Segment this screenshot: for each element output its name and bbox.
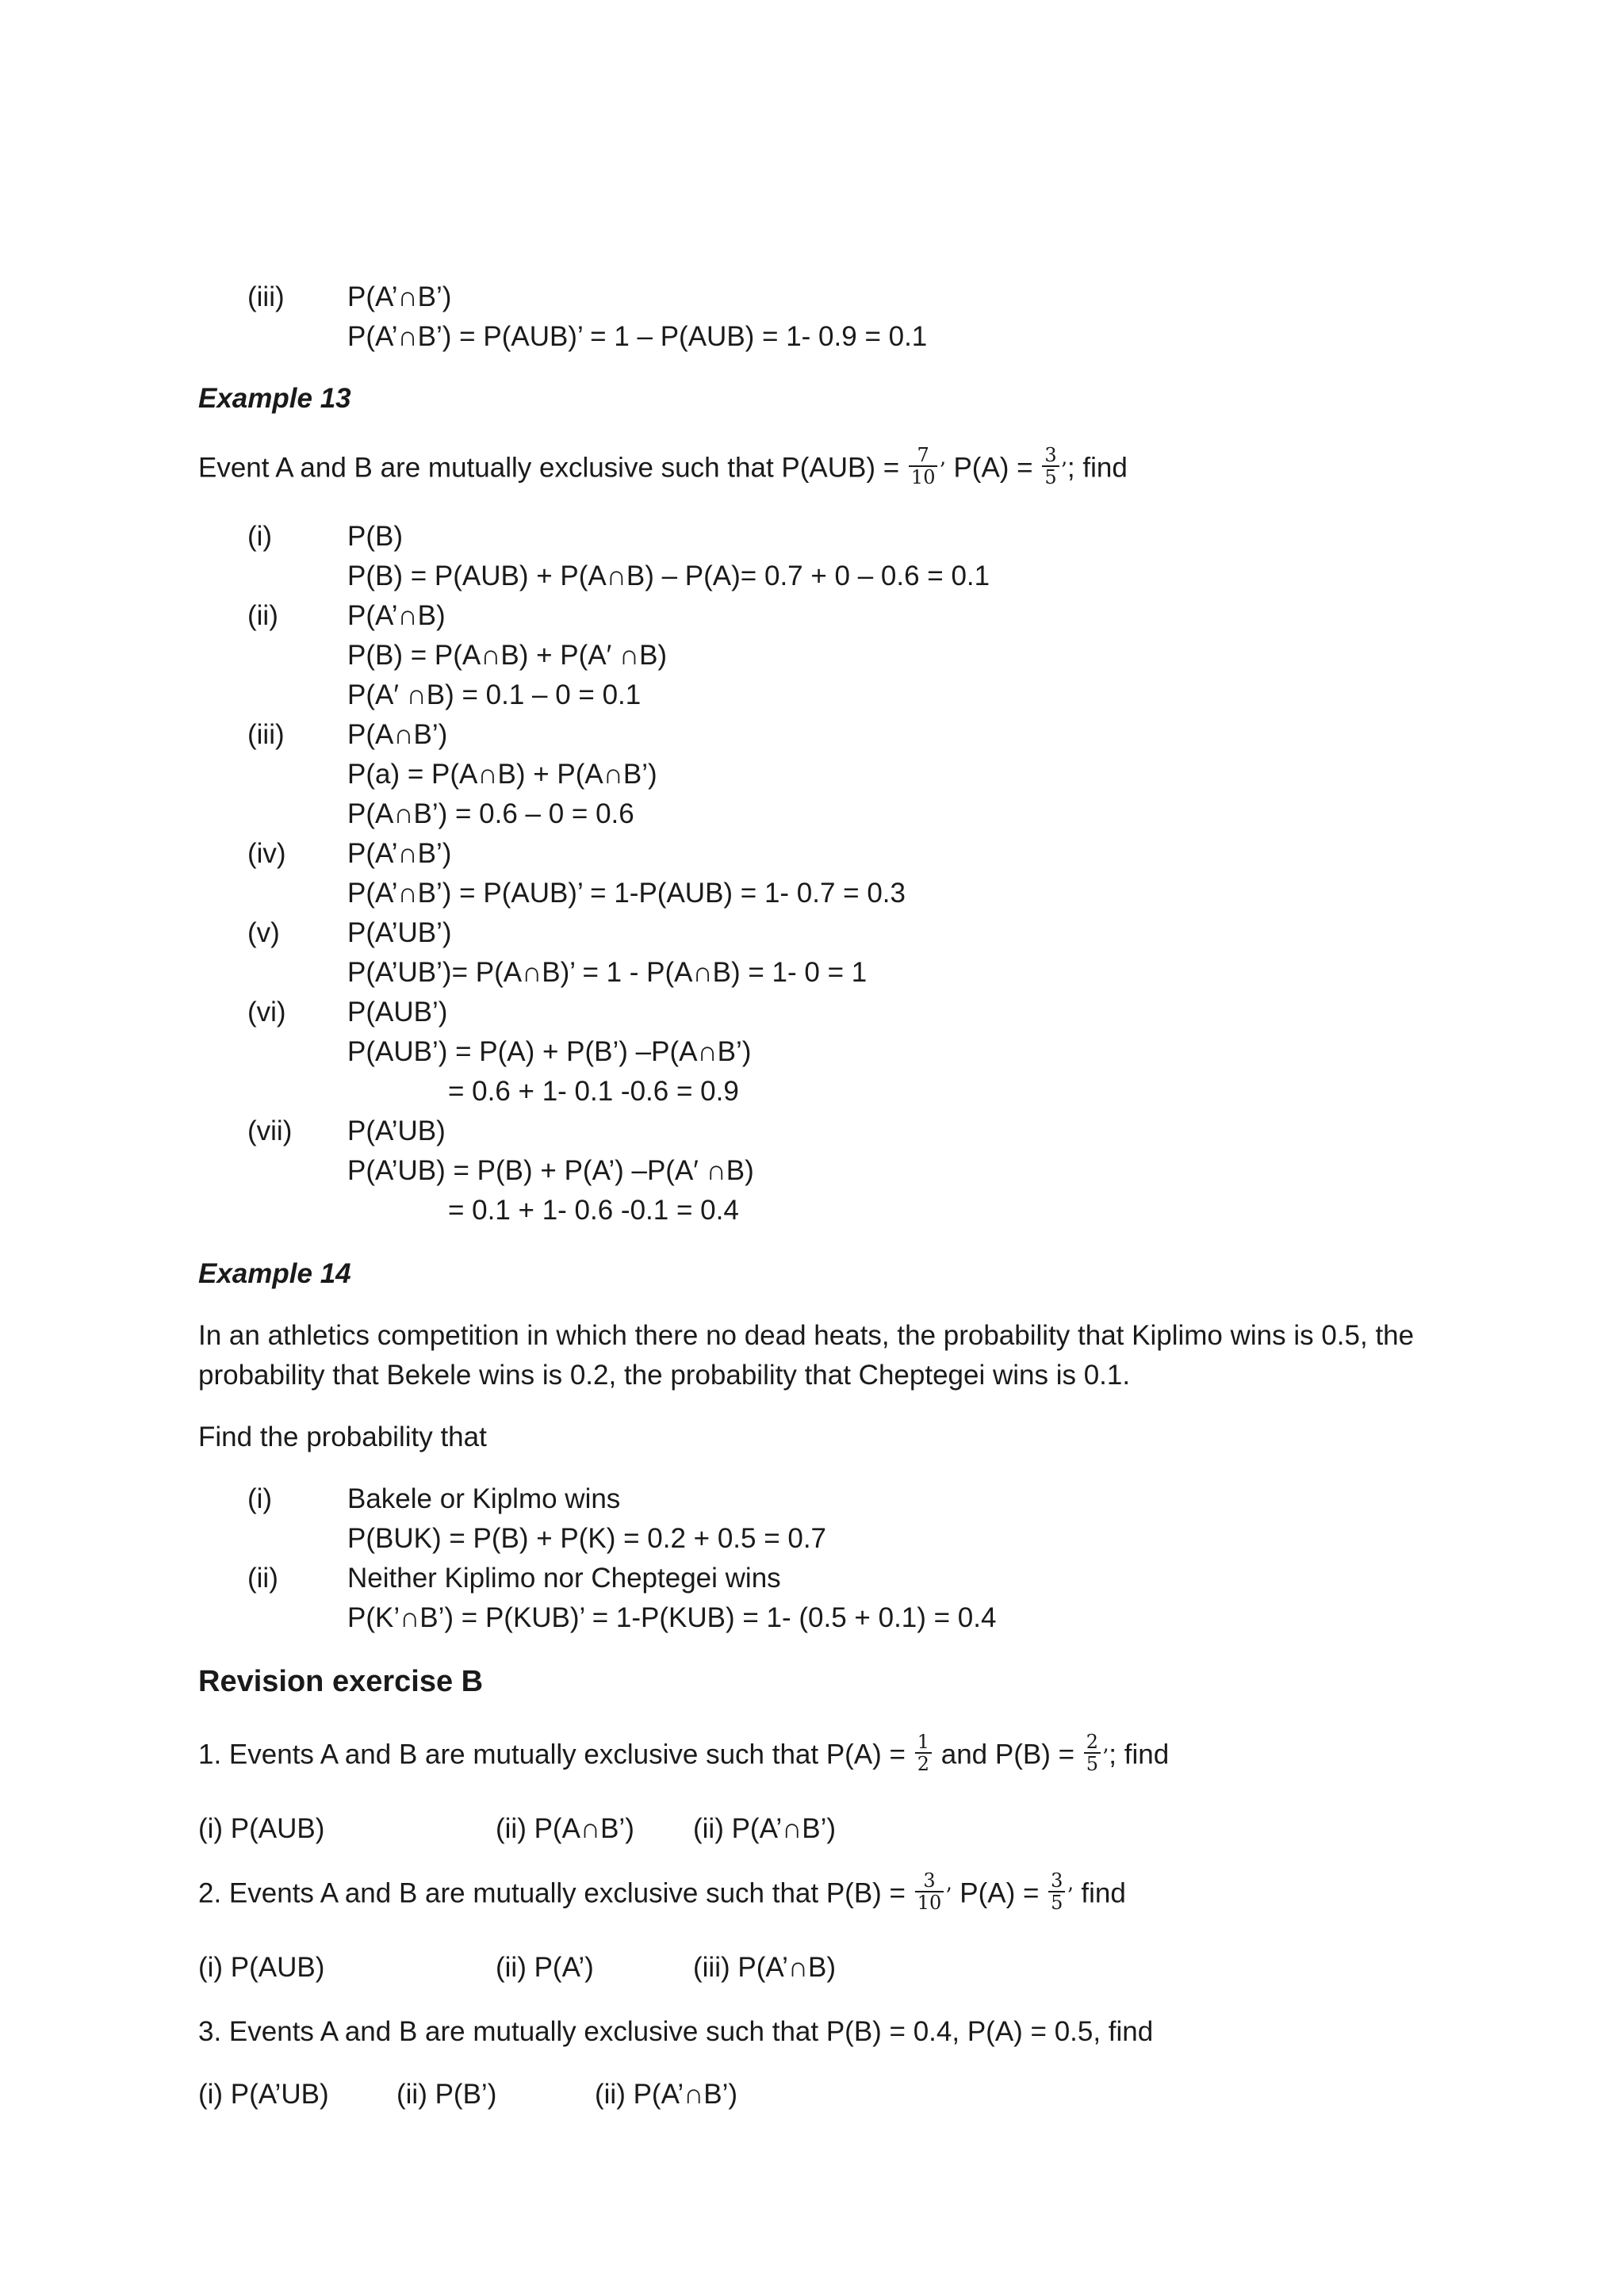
item-title: P(A’UB) (347, 1115, 446, 1146)
paragraph-line: In an athletics competition in which there no dead heats, the probability that Kiplimo wins is 0.5, the (198, 1320, 1415, 1351)
item-title: P(A’∩B) (347, 600, 446, 631)
fraction: $\frac{2}{5}$ (1084, 1732, 1101, 1774)
item-title: P(B) (347, 521, 403, 552)
item-title: P(A’∩B’) (347, 838, 452, 869)
paragraph-line: Find the probability that (198, 1422, 487, 1452)
question-text: ; find (1109, 1739, 1170, 1770)
fraction: $\frac{3}{10}$ (915, 1870, 944, 1913)
solution-line: P(B) = P(A∩B) + P(A′ ∩B) (347, 640, 668, 671)
item-number: (iv) (247, 838, 286, 869)
solution-line: P(AUB’) = P(A) + P(B’) –P(A∩B’) (347, 1036, 752, 1067)
solution-line: P(A’UB’)= P(A∩B)’ = 1 - P(A∩B) = 1- 0 = 1 (347, 957, 868, 988)
item-title: P(A∩B’) (347, 719, 448, 750)
solution-line: P(A’UB) = P(B) + P(A’) –P(A′ ∩B) (347, 1155, 754, 1186)
item-title: P(A’UB’) (347, 917, 452, 948)
question-option: (i) P(A’UB) (198, 2079, 329, 2110)
question-3: 3. Events A and B are mutually exclusive such that P(B) = 0.4, P(A) = 0.5, find (198, 2016, 1154, 2047)
item-title: Neither Kiplimo nor Cheptegei wins (347, 1563, 781, 1594)
item-title: P(A’∩B’) (347, 281, 452, 312)
solution-line: P(A′ ∩B) = 0.1 – 0 = 0.1 (347, 679, 642, 710)
solution-line: P(A’∩B’) = P(AUB)’ = 1-P(AUB) = 1- 0.7 = 0.3 (347, 878, 906, 909)
statement-text: ; find (1067, 452, 1128, 484)
fraction: $\frac{3}{5}$ (1048, 1870, 1065, 1913)
solution-line: P(K’∩B’) = P(KUB)’ = 1-P(KUB) = 1- (0.5 + 0.1) = 0.4 (347, 1602, 997, 1633)
solution-line: = 0.1 + 1- 0.6 -0.1 = 0.4 (448, 1195, 739, 1226)
question-text: find (1073, 1877, 1126, 1909)
solution-line: = 0.6 + 1- 0.1 -0.6 = 0.9 (448, 1076, 739, 1107)
item-title: P(AUB’) (347, 997, 448, 1027)
question-option: (ii) P(A∩B’) (496, 1813, 634, 1844)
question-text: P(A) = (952, 1877, 1048, 1909)
item-number: (iii) (247, 281, 285, 312)
question-option: (ii) P(A’∩B’) (595, 2079, 738, 2110)
item-number: (vii) (247, 1115, 293, 1146)
question-option: (ii) P(A’) (496, 1952, 594, 1983)
item-title: Bakele or Kiplmo wins (347, 1483, 621, 1514)
example-14-heading: Example 14 (198, 1258, 351, 1289)
item-number: (iii) (247, 719, 285, 750)
statement-text: Event A and B are mutually exclusive such that P(AUB) = (198, 452, 907, 484)
solution-line: P(B) = P(AUB) + P(A∩B) – P(A)= 0.7 + 0 – 0.6 = 0.1 (347, 561, 990, 591)
solution-line: P(A∩B’) = 0.6 – 0 = 0.6 (347, 798, 634, 829)
question-option: (ii) P(A’∩B’) (693, 1813, 837, 1844)
item-number: (v) (247, 917, 280, 948)
solution-line: P(a) = P(A∩B) + P(A∩B’) (347, 759, 657, 790)
paragraph-line: probability that Bekele wins is 0.2, the probability that Cheptegei wins is 0.1. (198, 1360, 1131, 1391)
solution-line: P(A’∩B’) = P(AUB)’ = 1 – P(AUB) = 1- 0.9 = 0.1 (347, 321, 928, 352)
question-option: (i) P(AUB) (198, 1813, 325, 1844)
question-text: 1. Events A and B are mutually exclusive such that P(A) = (198, 1739, 914, 1770)
fraction: $\frac{1}{2}$ (915, 1732, 932, 1774)
solution-line: P(BUK) = P(B) + P(K) = 0.2 + 0.5 = 0.7 (347, 1523, 827, 1554)
question-option: (ii) P(B’) (396, 2079, 497, 2110)
question-text: and P(B) = (933, 1739, 1082, 1770)
question-1: 1. Events A and B are mutually exclusive such that P(A) = $\frac{1}{2}$ and P(B) = $\frac{2}{5}$ ’; find (198, 1731, 1170, 1775)
item-number: (i) (247, 521, 273, 552)
item-number: (vi) (247, 997, 286, 1027)
fraction: $\frac{7}{10}$ (909, 445, 938, 488)
statement-text: P(A) = (945, 452, 1041, 484)
question-option: (iii) P(A’∩B) (693, 1952, 837, 1983)
question-2: 2. Events A and B are mutually exclusive such that P(B) = $\frac{3}{10}$ ’ P(A) = $\frac{3}{5}$ ’ find (198, 1869, 1126, 1914)
revision-heading: Revision exercise B (198, 1665, 484, 1698)
question-text: 2. Events A and B are mutually exclusive such that P(B) = (198, 1877, 914, 1909)
item-number: (ii) (247, 1563, 278, 1594)
item-number: (i) (247, 1483, 273, 1514)
fraction: $\frac{3}{5}$ (1042, 445, 1059, 488)
question-option: (i) P(AUB) (198, 1952, 325, 1983)
example-13-heading: Example 13 (198, 383, 351, 414)
item-number: (ii) (247, 600, 278, 631)
example-13-statement: Event A and B are mutually exclusive such that P(AUB) = $\frac{7}{10}$ ’ P(A) = $\frac{3}{5}$ ’; find (198, 444, 1128, 488)
